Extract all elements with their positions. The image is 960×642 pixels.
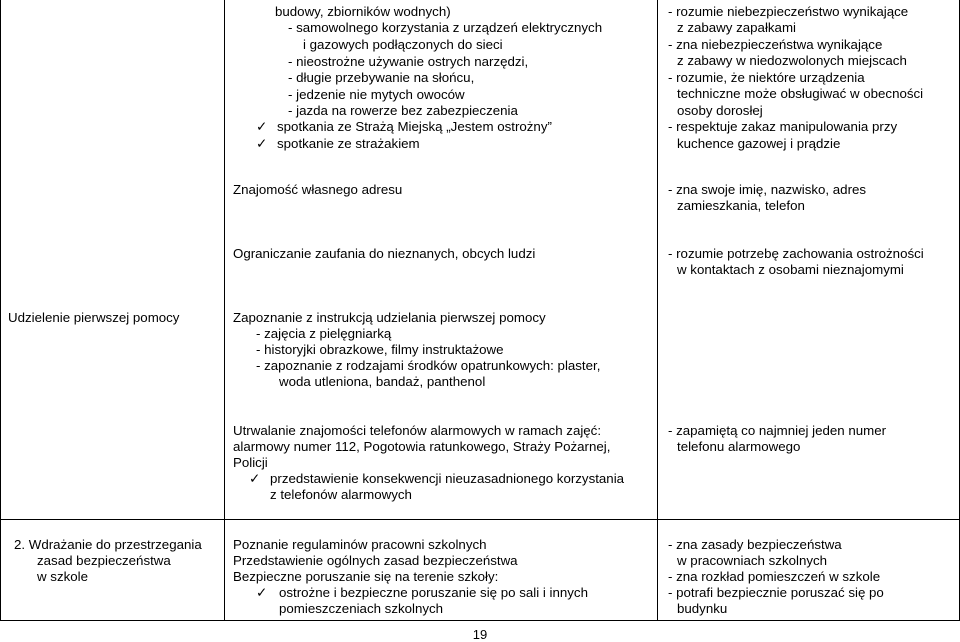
column-divider-2 (657, 0, 658, 621)
section-heading: 2. Wdrażanie do przestrzegania (14, 537, 202, 552)
row-divider (0, 519, 960, 520)
text-line: z zabawy w niedozwolonych miejscach (677, 53, 907, 68)
text-line: zamieszkania, telefon (677, 198, 805, 213)
text-line: alarmowy numer 112, Pogotowia ratunkowego, Straży Pożarnej, (233, 439, 611, 454)
check-item: spotkanie ze strażakiem (277, 136, 420, 151)
text-line: - samowolnego korzystania z urządzeń elektrycznych (288, 20, 603, 35)
text-line: - jazda na rowerze bez zabezpieczenia (288, 103, 518, 118)
text-line: - zna rozkład pomieszczeń w szkole (668, 569, 881, 584)
text-line: Przedstawienie ogólnych zasad bezpieczeństwa (233, 553, 518, 568)
check-item: spotkania ze Strażą Miejską „Jestem ostrożny” (277, 119, 552, 134)
check-item: pomieszczeniach szkolnych (279, 601, 444, 616)
text-line: i gazowych podłączonych do sieci (303, 37, 503, 52)
text-line: - zapoznanie z rodzajami środków opatrunkowych: plaster, (256, 358, 601, 373)
text-line: - rozumie potrzebę zachowania ostrożności (668, 246, 924, 261)
section-heading: zasad bezpieczeństwa (37, 553, 171, 568)
check-item: ostrożne i bezpieczne poruszanie się po sali i innych (279, 585, 588, 600)
section-heading: w szkole (37, 569, 88, 584)
text-line: Utrwalanie znajomości telefonów alarmowych w ramach zajęć: (233, 423, 602, 438)
text-line: - zajęcia z pielęgniarką (256, 326, 392, 341)
text-line: z zabawy zapałkami (677, 20, 796, 35)
text-line: - zna niebezpieczeństwa wynikające (668, 37, 883, 52)
table-border-bottom (0, 620, 960, 621)
checkmark-icon: ✓ (256, 119, 268, 134)
checkmark-icon: ✓ (249, 471, 261, 486)
text-line: - rozumie, że niektóre urządzenia (668, 70, 865, 85)
text-line: Policji (233, 455, 268, 470)
text-line: - jedzenie nie mytych owoców (288, 87, 465, 102)
text-line: techniczne może obsługiwać w obecności (677, 86, 924, 101)
text-line: Bezpieczne poruszanie się na terenie szkoły: (233, 569, 499, 584)
check-item: z telefonów alarmowych (270, 487, 412, 502)
table-border-left (0, 0, 1, 621)
checkmark-icon: ✓ (256, 136, 268, 151)
text-line: - długie przebywanie na słońcu, (288, 70, 475, 85)
text-line: - zna zasady bezpieczeństwa (668, 537, 842, 552)
text-line: woda utleniona, bandaż, panthenol (279, 374, 486, 389)
text-line: - rozumie niebezpieczeństwo wynikające (668, 4, 909, 19)
address-topic: Znajomość własnego adresu (233, 182, 403, 197)
text-line: osoby dorosłej (677, 103, 763, 118)
text-line: budynku (677, 601, 728, 616)
column-divider-1 (224, 0, 225, 621)
text-line: w kontaktach z osobami nieznajomymi (677, 262, 904, 277)
text-line: - nieostrożne używanie ostrych narzędzi, (288, 54, 529, 69)
text-line: Zapoznanie z instrukcją udzielania pierwszej pomocy (233, 310, 546, 325)
text-line: telefonu alarmowego (677, 439, 801, 454)
text-line: budowy, zbiorników wodnych) (275, 4, 451, 19)
trust-topic: Ograniczanie zaufania do nieznanych, obcych ludzi (233, 246, 536, 261)
first-aid-heading: Udzielenie pierwszej pomocy (8, 310, 180, 325)
text-line: - zna swoje imię, nazwisko, adres (668, 182, 867, 197)
text-line: Poznanie regulaminów pracowni szkolnych (233, 537, 487, 552)
text-line: - zapamiętą co najmniej jeden numer (668, 423, 887, 438)
text-line: - potrafi bezpiecznie poruszać się po (668, 585, 884, 600)
checkmark-icon: ✓ (256, 585, 268, 600)
text-line: - respektuje zakaz manipulowania przy (668, 119, 898, 134)
text-line: w pracowniach szkolnych (677, 553, 828, 568)
text-line: - historyjki obrazkowe, filmy instruktażowe (256, 342, 504, 357)
check-item: przedstawienie konsekwencji nieuzasadnionego korzystania (270, 471, 625, 486)
page-number: 19 (472, 627, 488, 642)
text-line: kuchence gazowej i prądzie (677, 136, 841, 151)
